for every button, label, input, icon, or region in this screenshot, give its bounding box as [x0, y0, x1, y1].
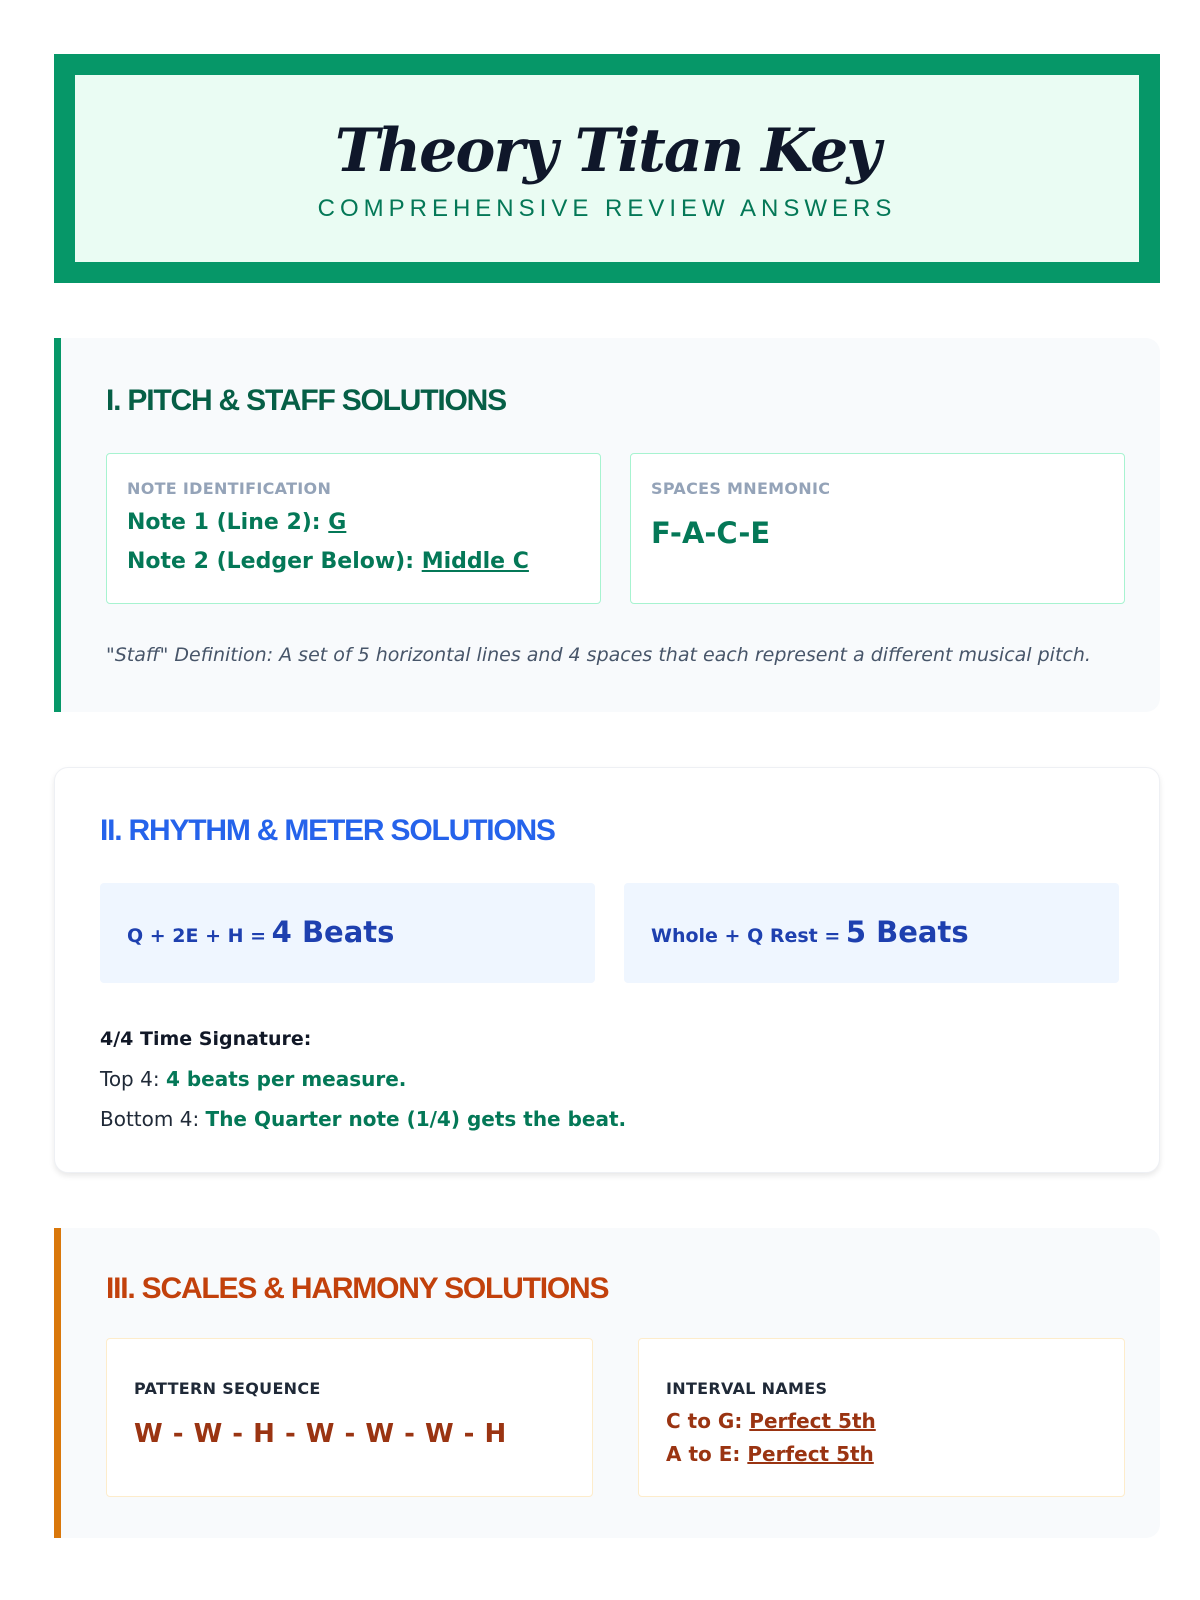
time-signature-top-label: Top 4:	[100, 1067, 160, 1091]
interval-item-2-answer: Perfect 5th	[747, 1442, 874, 1466]
staff-definition: "Staff" Definition: A set of 5 horizontal lines and 4 spaces that each represent a different musical pitch.	[106, 644, 1091, 666]
note-2-label: Note 2 (Ledger Below):	[127, 549, 415, 574]
interval-item-2-label: A to E:	[666, 1442, 741, 1466]
page-subtitle: COMPREHENSIVE REVIEW ANSWERS	[317, 194, 897, 222]
rhythm-sum-2	[651, 915, 969, 949]
rhythm-sum-1-result: 4 Beats	[271, 915, 395, 949]
pattern-sequence-card	[106, 1338, 593, 1497]
rhythm-meter-section	[54, 767, 1160, 1173]
interval-names-label: INTERVAL NAMES	[666, 1379, 828, 1398]
rhythm-sum-card-1	[100, 883, 595, 983]
page-title: Theory Titan Key	[334, 115, 880, 186]
scales-harmony-section	[54, 1228, 1160, 1538]
header-panel	[75, 75, 1139, 262]
interval-names-card	[638, 1338, 1125, 1497]
page-header	[54, 54, 1160, 283]
spaces-mnemonic-card	[630, 453, 1125, 604]
rhythm-sum-2-expression: Whole + Q Rest =	[651, 925, 841, 947]
time-signature-title: 4/4 Time Signature:	[100, 1028, 312, 1050]
interval-item-1-answer: Perfect 5th	[749, 1409, 876, 1433]
time-signature-bottom	[100, 1107, 626, 1131]
pitch-staff-section	[54, 338, 1160, 712]
spaces-mnemonic-label: SPACES MNEMONIC	[651, 479, 831, 498]
time-signature-bottom-value: The Quarter note (1/4) gets the beat.	[205, 1107, 627, 1131]
interval-item-1-label: C to G:	[666, 1409, 743, 1433]
rhythm-sum-1-expression: Q + 2E + H =	[127, 925, 267, 947]
note-1-label: Note 1 (Line 2):	[127, 510, 321, 535]
pitch-section-title: I. PITCH & STAFF SOLUTIONS	[106, 384, 506, 417]
rhythm-sum-card-2	[624, 883, 1119, 983]
note-identification-label: NOTE IDENTIFICATION	[127, 479, 332, 498]
note-identification-card	[106, 453, 601, 604]
note-2-value: Middle C	[421, 549, 529, 574]
rhythm-section-title: II. RHYTHM & METER SOLUTIONS	[100, 814, 555, 847]
time-signature-bottom-label: Bottom 4:	[100, 1107, 200, 1131]
spaces-mnemonic-answer: F-A-C-E	[651, 516, 771, 550]
rhythm-sum-1	[127, 915, 394, 949]
time-signature-top-value: 4 beats per measure.	[165, 1067, 407, 1091]
scales-section-title: III. SCALES & HARMONY SOLUTIONS	[106, 1272, 609, 1305]
pattern-sequence-answer: W - W - H - W - W - W - H	[134, 1419, 507, 1449]
pattern-sequence-label: PATTERN SEQUENCE	[134, 1379, 321, 1398]
rhythm-sum-2-result: 5 Beats	[845, 915, 969, 949]
interval-item-2	[666, 1442, 874, 1466]
note-1-answer	[127, 510, 346, 535]
note-2-answer	[127, 549, 529, 574]
time-signature-top	[100, 1067, 406, 1091]
interval-item-1	[666, 1409, 876, 1433]
note-1-value: G	[328, 510, 347, 535]
